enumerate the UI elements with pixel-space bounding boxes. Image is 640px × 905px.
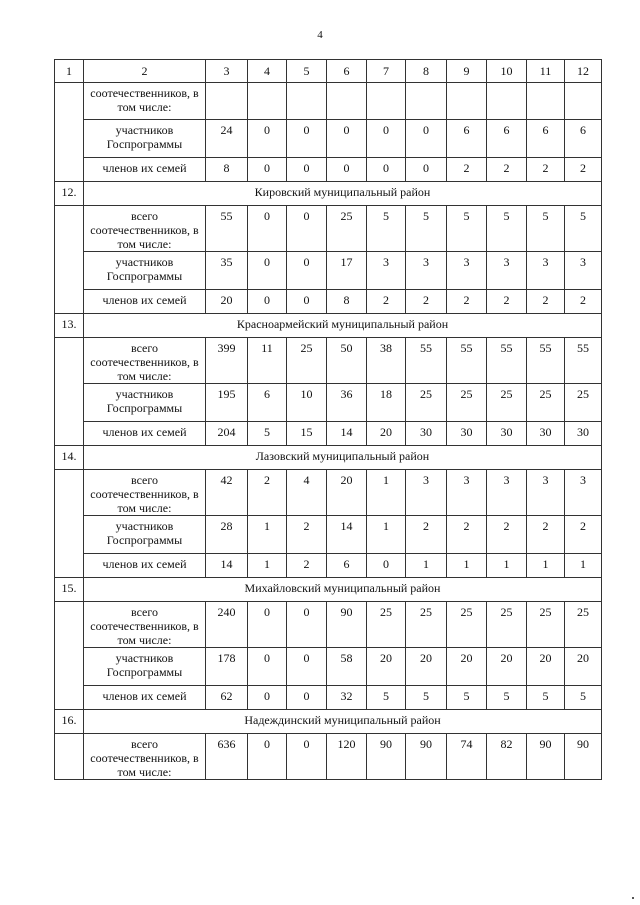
region-row <box>55 446 602 470</box>
value-cell: 14 <box>327 422 367 446</box>
row-label: членов их семей <box>84 290 206 314</box>
region-row <box>55 182 602 206</box>
value-cell: 30 <box>406 422 447 446</box>
value-cell: 0 <box>248 648 287 686</box>
row-number: 16. <box>55 710 84 734</box>
value-cell: 2 <box>447 516 487 554</box>
value-cell: 1 <box>248 516 287 554</box>
row-number-cell <box>55 734 84 780</box>
value-cell: 36 <box>327 384 367 422</box>
value-cell: 38 <box>367 338 406 384</box>
value-cell: 2 <box>487 158 527 182</box>
value-cell: 20 <box>527 648 565 686</box>
page-number: 4 <box>317 29 323 41</box>
region-name: Красноармейский муниципальный район <box>84 314 602 338</box>
value-cell: 2 <box>527 290 565 314</box>
value-cell: 55 <box>527 338 565 384</box>
value-cell: 25 <box>447 384 487 422</box>
row-label: членов их семей <box>84 158 206 182</box>
value-cell: 2 <box>487 516 527 554</box>
value-cell: 2 <box>447 158 487 182</box>
row-number-cell <box>55 206 84 314</box>
row-label: всего соотечественников, в том числе: <box>84 602 206 648</box>
value-cell <box>206 83 248 120</box>
row-label: членов их семей <box>84 686 206 710</box>
row-label: участников Госпрограммы <box>84 648 206 686</box>
region-name: Михайловский муниципальный район <box>84 578 602 602</box>
value-cell: 204 <box>206 422 248 446</box>
value-cell: 58 <box>327 648 367 686</box>
value-cell: 0 <box>287 290 327 314</box>
value-cell: 2 <box>565 158 602 182</box>
value-cell: 0 <box>248 158 287 182</box>
value-cell: 178 <box>206 648 248 686</box>
value-cell: 3 <box>487 470 527 516</box>
value-cell: 0 <box>327 158 367 182</box>
value-cell <box>327 83 367 120</box>
row-label: членов их семей <box>84 422 206 446</box>
row-number: 15. <box>55 578 84 602</box>
value-cell: 6 <box>565 120 602 158</box>
region-row <box>55 578 602 602</box>
table-row <box>55 290 602 314</box>
value-cell: 6 <box>527 120 565 158</box>
row-number: 13. <box>55 314 84 338</box>
value-cell: 2 <box>406 516 447 554</box>
value-cell: 0 <box>327 120 367 158</box>
value-cell: 0 <box>367 120 406 158</box>
value-cell: 3 <box>447 252 487 290</box>
value-cell: 5 <box>406 206 447 252</box>
value-cell: 25 <box>527 384 565 422</box>
row-label: всего соотечественников, в том числе: <box>84 734 206 780</box>
value-cell: 0 <box>287 158 327 182</box>
value-cell: 0 <box>287 734 327 780</box>
value-cell: 20 <box>447 648 487 686</box>
value-cell <box>248 83 287 120</box>
value-cell: 30 <box>447 422 487 446</box>
table-row <box>55 470 602 516</box>
header-cell: 7 <box>367 60 406 83</box>
value-cell: 5 <box>367 206 406 252</box>
value-cell: 20 <box>565 648 602 686</box>
value-cell: 1 <box>447 554 487 578</box>
value-cell: 24 <box>206 120 248 158</box>
header-cell: 9 <box>447 60 487 83</box>
value-cell: 90 <box>527 734 565 780</box>
row-label: участников Госпрограммы <box>84 516 206 554</box>
value-cell: 1 <box>367 516 406 554</box>
value-cell: 2 <box>565 290 602 314</box>
row-label: участников Госпрограммы <box>84 384 206 422</box>
value-cell: 25 <box>367 602 406 648</box>
table-row <box>55 338 602 384</box>
value-cell: 28 <box>206 516 248 554</box>
header-cell: 12 <box>565 60 602 83</box>
value-cell: 25 <box>406 602 447 648</box>
value-cell: 1 <box>527 554 565 578</box>
value-cell: 35 <box>206 252 248 290</box>
table-row <box>55 734 602 780</box>
value-cell: 25 <box>447 602 487 648</box>
value-cell: 50 <box>327 338 367 384</box>
value-cell: 0 <box>248 252 287 290</box>
value-cell: 20 <box>367 422 406 446</box>
statistics-table <box>54 59 602 780</box>
value-cell: 90 <box>565 734 602 780</box>
region-name: Кировский муниципальный район <box>84 182 602 206</box>
region-name: Надеждинский муниципальный район <box>84 710 602 734</box>
value-cell: 20 <box>406 648 447 686</box>
value-cell: 2 <box>287 554 327 578</box>
table-row <box>55 602 602 648</box>
value-cell: 30 <box>527 422 565 446</box>
value-cell: 25 <box>565 384 602 422</box>
value-cell: 1 <box>406 554 447 578</box>
value-cell: 11 <box>248 338 287 384</box>
header-cell: 11 <box>527 60 565 83</box>
value-cell <box>487 83 527 120</box>
value-cell: 30 <box>487 422 527 446</box>
value-cell: 2 <box>487 290 527 314</box>
value-cell: 0 <box>248 120 287 158</box>
value-cell: 2 <box>287 516 327 554</box>
value-cell: 0 <box>287 206 327 252</box>
value-cell: 25 <box>487 384 527 422</box>
value-cell <box>565 83 602 120</box>
value-cell: 6 <box>487 120 527 158</box>
value-cell: 25 <box>527 602 565 648</box>
value-cell: 120 <box>327 734 367 780</box>
row-label: соотечественников, в том числе: <box>84 83 206 120</box>
value-cell: 2 <box>565 516 602 554</box>
value-cell: 20 <box>487 648 527 686</box>
value-cell: 0 <box>367 554 406 578</box>
value-cell: 5 <box>527 686 565 710</box>
value-cell: 5 <box>367 686 406 710</box>
value-cell: 5 <box>447 206 487 252</box>
value-cell: 3 <box>367 252 406 290</box>
row-label: всего соотечественников, в том числе: <box>84 206 206 252</box>
value-cell: 82 <box>487 734 527 780</box>
value-cell: 3 <box>565 470 602 516</box>
header-cell: 2 <box>84 60 206 83</box>
value-cell: 8 <box>327 290 367 314</box>
table-row <box>55 422 602 446</box>
row-label: участников Госпрограммы <box>84 252 206 290</box>
header-cell: 6 <box>327 60 367 83</box>
value-cell: 32 <box>327 686 367 710</box>
row-number-cell <box>55 470 84 578</box>
value-cell: 0 <box>287 602 327 648</box>
table-row <box>55 206 602 252</box>
row-number-cell <box>55 83 84 182</box>
value-cell: 5 <box>565 686 602 710</box>
header-cell: 5 <box>287 60 327 83</box>
value-cell: 55 <box>447 338 487 384</box>
table-row <box>55 83 602 120</box>
value-cell: 1 <box>367 470 406 516</box>
region-row <box>55 710 602 734</box>
row-label: всего соотечественников, в том числе: <box>84 338 206 384</box>
table-row <box>55 648 602 686</box>
value-cell: 8 <box>206 158 248 182</box>
header-cell: 4 <box>248 60 287 83</box>
value-cell: 3 <box>447 470 487 516</box>
value-cell: 5 <box>447 686 487 710</box>
value-cell: 20 <box>327 470 367 516</box>
value-cell: 1 <box>248 554 287 578</box>
value-cell: 5 <box>527 206 565 252</box>
value-cell: 90 <box>367 734 406 780</box>
value-cell: 55 <box>565 338 602 384</box>
region-name: Лазовский муниципальный район <box>84 446 602 470</box>
value-cell <box>447 83 487 120</box>
row-label: членов их семей <box>84 554 206 578</box>
header-cell: 8 <box>406 60 447 83</box>
value-cell: 0 <box>367 158 406 182</box>
value-cell: 3 <box>527 470 565 516</box>
row-number-cell <box>55 602 84 710</box>
header-cell: 3 <box>206 60 248 83</box>
value-cell: 5 <box>406 686 447 710</box>
header-row <box>55 60 602 83</box>
value-cell: 0 <box>287 686 327 710</box>
value-cell: 0 <box>248 206 287 252</box>
value-cell: 1 <box>565 554 602 578</box>
value-cell: 0 <box>406 158 447 182</box>
value-cell: 55 <box>406 338 447 384</box>
value-cell: 2 <box>527 158 565 182</box>
value-cell: 6 <box>327 554 367 578</box>
value-cell: 0 <box>287 120 327 158</box>
value-cell: 3 <box>527 252 565 290</box>
value-cell: 6 <box>447 120 487 158</box>
value-cell: 5 <box>565 206 602 252</box>
value-cell: 25 <box>487 602 527 648</box>
value-cell: 1 <box>487 554 527 578</box>
value-cell: 2 <box>406 290 447 314</box>
value-cell: 25 <box>327 206 367 252</box>
table-row <box>55 686 602 710</box>
value-cell: 5 <box>487 686 527 710</box>
value-cell: 0 <box>287 648 327 686</box>
value-cell: 3 <box>406 470 447 516</box>
table-row <box>55 516 602 554</box>
value-cell: 20 <box>367 648 406 686</box>
header-cell: 1 <box>55 60 84 83</box>
value-cell: 5 <box>487 206 527 252</box>
value-cell: 20 <box>206 290 248 314</box>
value-cell: 0 <box>248 734 287 780</box>
table-row <box>55 120 602 158</box>
value-cell: 55 <box>206 206 248 252</box>
value-cell: 3 <box>487 252 527 290</box>
value-cell: 14 <box>327 516 367 554</box>
value-cell: 3 <box>565 252 602 290</box>
value-cell: 636 <box>206 734 248 780</box>
table-row <box>55 554 602 578</box>
value-cell: 17 <box>327 252 367 290</box>
value-cell: 399 <box>206 338 248 384</box>
scan-speck <box>632 897 634 899</box>
header-cell: 10 <box>487 60 527 83</box>
table-row <box>55 384 602 422</box>
value-cell: 25 <box>287 338 327 384</box>
value-cell: 0 <box>248 686 287 710</box>
value-cell <box>527 83 565 120</box>
value-cell: 15 <box>287 422 327 446</box>
value-cell: 0 <box>248 290 287 314</box>
value-cell: 10 <box>287 384 327 422</box>
row-number: 14. <box>55 446 84 470</box>
value-cell: 2 <box>248 470 287 516</box>
value-cell: 2 <box>527 516 565 554</box>
value-cell: 6 <box>248 384 287 422</box>
value-cell: 3 <box>406 252 447 290</box>
value-cell: 14 <box>206 554 248 578</box>
value-cell: 0 <box>248 602 287 648</box>
value-cell: 18 <box>367 384 406 422</box>
value-cell <box>367 83 406 120</box>
value-cell: 2 <box>447 290 487 314</box>
value-cell: 25 <box>565 602 602 648</box>
row-label: всего соотечественников, в том числе: <box>84 470 206 516</box>
value-cell: 25 <box>406 384 447 422</box>
value-cell: 55 <box>487 338 527 384</box>
value-cell <box>406 83 447 120</box>
value-cell: 42 <box>206 470 248 516</box>
region-row <box>55 314 602 338</box>
value-cell: 74 <box>447 734 487 780</box>
row-label: участников Госпрограммы <box>84 120 206 158</box>
value-cell: 240 <box>206 602 248 648</box>
value-cell: 30 <box>565 422 602 446</box>
value-cell: 0 <box>406 120 447 158</box>
value-cell: 0 <box>287 252 327 290</box>
row-number: 12. <box>55 182 84 206</box>
value-cell <box>287 83 327 120</box>
value-cell: 4 <box>287 470 327 516</box>
table-row <box>55 252 602 290</box>
value-cell: 5 <box>248 422 287 446</box>
value-cell: 90 <box>327 602 367 648</box>
value-cell: 2 <box>367 290 406 314</box>
value-cell: 90 <box>406 734 447 780</box>
row-number-cell <box>55 338 84 446</box>
value-cell: 195 <box>206 384 248 422</box>
table-row <box>55 158 602 182</box>
value-cell: 62 <box>206 686 248 710</box>
